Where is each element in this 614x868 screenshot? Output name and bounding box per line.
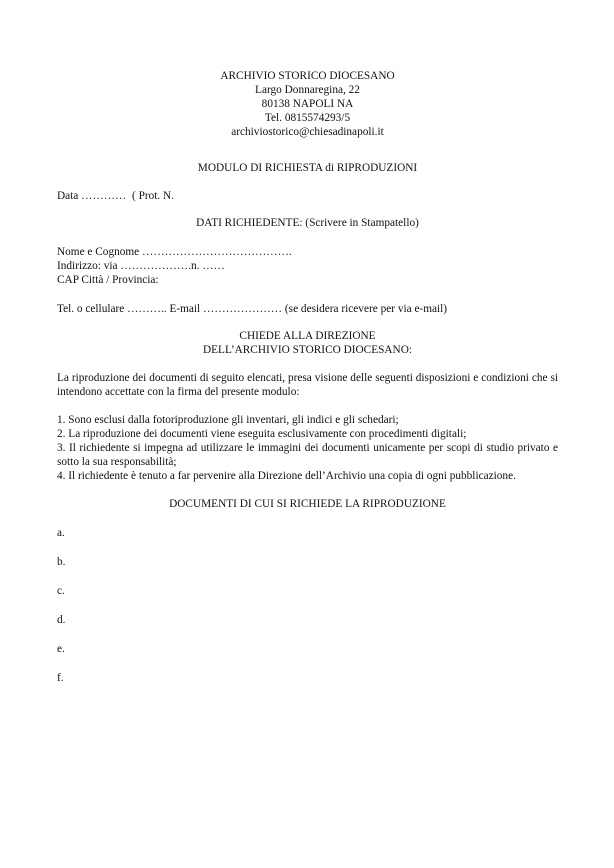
request-heading-line2: DELL’ARCHIVIO STORICO DIOCESANO: xyxy=(203,344,412,356)
date-field[interactable]: Data ………… ( Prot. N. xyxy=(57,190,175,202)
conditions-list xyxy=(57,413,558,483)
archive-phone: Tel. 0815574293/5 xyxy=(264,112,351,124)
documents-list xyxy=(57,526,558,700)
address-field[interactable]: Indirizzo: via ……………….n. …… xyxy=(57,260,225,272)
document-entry-a[interactable]: a. xyxy=(57,527,65,539)
request-intro: La riproduzione dei documenti di seguito elencati, presa visione delle seguenti disposizioni e condizioni che si intendono accettate con la firma del presente modulo: xyxy=(57,372,558,398)
condition-item: 3. Il richiedente si impegna ad utilizzare le immagini dei documenti unicamente per scopi di studio privato e sotto la sua responsabilità; xyxy=(57,442,558,468)
document-entry-c[interactable]: c. xyxy=(57,585,65,597)
contact-field[interactable]: Tel. o cellulare ……….. E-mail ………………… (se desidera ricevere per via e-mail) xyxy=(57,303,448,315)
document-entry-e[interactable]: e. xyxy=(57,643,65,655)
condition-item: 4. Il richiedente è tenuto a far pervenire alla Direzione dell’Archivio una copia di ogni pubblicazione. xyxy=(57,470,516,482)
condition-item: 1. Sono esclusi dalla fotoriproduzione gli inventari, gli indici e gli schedari; xyxy=(57,414,399,426)
request-heading xyxy=(57,329,558,357)
document-page xyxy=(57,69,558,700)
condition-item: 2. La riproduzione dei documenti viene eseguita esclusivamente con procedimenti digitali; xyxy=(57,428,467,440)
document-entry-f[interactable]: f. xyxy=(57,672,64,684)
requester-heading: DATI RICHIEDENTE: (Scrivere in Stampatello) xyxy=(196,217,419,229)
document-entry-b[interactable]: b. xyxy=(57,556,66,568)
archive-city: 80138 NAPOLI NA xyxy=(261,98,354,110)
archive-name: ARCHIVIO STORICO DIOCESANO xyxy=(220,70,395,82)
name-field[interactable]: Nome e Cognome …………………………………. xyxy=(57,246,292,258)
archive-header xyxy=(57,69,558,139)
cap-city-field[interactable]: CAP Città / Provincia: xyxy=(57,274,159,286)
archive-address: Largo Donnaregina, 22 xyxy=(255,84,360,96)
request-heading-line1: CHIEDE ALLA DIREZIONE xyxy=(239,330,376,342)
form-title: MODULO DI RICHIESTA di RIPRODUZIONI xyxy=(197,162,418,174)
documents-heading: DOCUMENTI DI CUI SI RICHIEDE LA RIPRODUZIONE xyxy=(169,498,446,510)
document-entry-d[interactable]: d. xyxy=(57,614,66,626)
archive-email: archiviostorico@chiesadinapoli.it xyxy=(231,126,384,138)
